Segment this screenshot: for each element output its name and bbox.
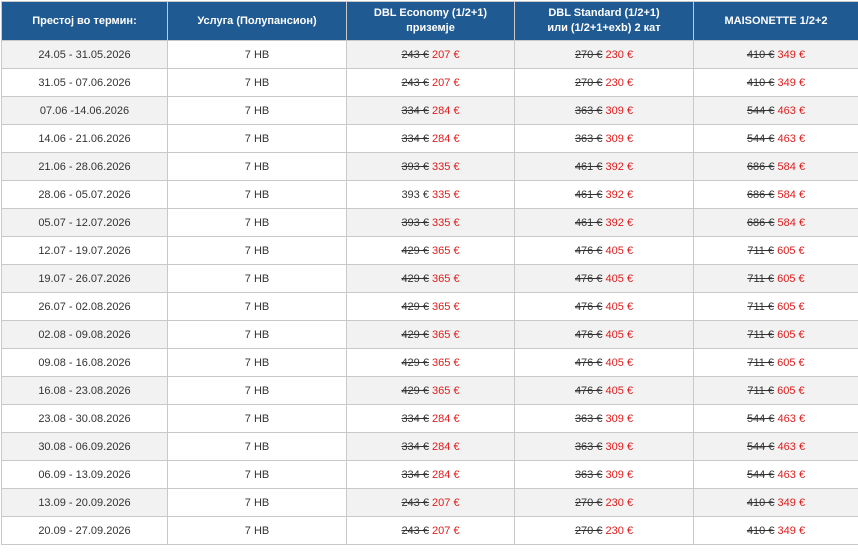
header-dbl-standard: [515, 2, 694, 41]
discount-price: 463 €: [778, 105, 806, 117]
maisonette-price-cell: [694, 125, 858, 153]
header-label: приземје: [406, 22, 455, 34]
table-row: [2, 97, 858, 125]
economy-price-cell: [347, 181, 515, 209]
old-price: 544 €: [747, 441, 775, 453]
discount-price: 392 €: [606, 217, 634, 229]
old-price: 686 €: [747, 161, 775, 173]
maisonette-price-cell: [694, 97, 858, 125]
old-price: 686 €: [747, 189, 775, 201]
service-cell: 7 НВ: [168, 489, 347, 517]
old-price: 461 €: [575, 217, 603, 229]
standard-price-cell: [515, 293, 694, 321]
discount-price: 335 €: [432, 161, 460, 173]
table-row: [2, 41, 858, 69]
standard-price-cell: [515, 125, 694, 153]
economy-price-cell: [347, 433, 515, 461]
discount-price: 605 €: [777, 301, 805, 313]
discount-price: 207 €: [432, 49, 460, 61]
service-cell: 7 НВ: [168, 293, 347, 321]
old-price: 393 €: [401, 217, 429, 229]
period-cell: 28.06 - 05.07.2026: [2, 181, 168, 209]
discount-price: 284 €: [432, 441, 460, 453]
service-cell: 7 НВ: [168, 125, 347, 153]
discount-price: 230 €: [606, 77, 634, 89]
service-cell: 7 НВ: [168, 265, 347, 293]
service-cell: 7 НВ: [168, 41, 347, 69]
discount-price: 405 €: [606, 357, 634, 369]
old-price: 476 €: [575, 385, 603, 397]
standard-price-cell: [515, 237, 694, 265]
discount-price: 207 €: [432, 77, 460, 89]
maisonette-price-cell: [694, 489, 858, 517]
maisonette-price-cell: [694, 69, 858, 97]
service-cell: 7 НВ: [168, 181, 347, 209]
old-price: 363 €: [575, 441, 603, 453]
discount-price: 365 €: [432, 245, 460, 257]
standard-price-cell: [515, 461, 694, 489]
discount-price: 230 €: [606, 525, 634, 537]
standard-price-cell: [515, 153, 694, 181]
standard-price-cell: [515, 349, 694, 377]
header-dbl-economy: [347, 2, 515, 41]
old-price: 363 €: [575, 133, 603, 145]
old-price: 334 €: [401, 133, 429, 145]
old-price: 270 €: [575, 49, 603, 61]
discount-price: 207 €: [432, 525, 460, 537]
standard-price-cell: [515, 209, 694, 237]
service-cell: 7 НВ: [168, 377, 347, 405]
discount-price: 405 €: [606, 245, 634, 257]
period-cell: 19.07 - 26.07.2026: [2, 265, 168, 293]
old-price: 711 €: [747, 329, 774, 341]
old-price: 393 €: [401, 189, 429, 201]
economy-price-cell: [347, 349, 515, 377]
standard-price-cell: [515, 405, 694, 433]
old-price: 686 €: [747, 217, 775, 229]
header-label: Услуга (Полупансион): [197, 15, 316, 27]
maisonette-price-cell: [694, 405, 858, 433]
discount-price: 365 €: [432, 329, 460, 341]
discount-price: 349 €: [778, 77, 806, 89]
maisonette-price-cell: [694, 321, 858, 349]
discount-price: 309 €: [606, 469, 634, 481]
discount-price: 584 €: [778, 217, 806, 229]
period-cell: 24.05 - 31.05.2026: [2, 41, 168, 69]
header-maisonette: [694, 2, 858, 41]
period-cell: 09.08 - 16.08.2026: [2, 349, 168, 377]
header-label: или (1/2+1+exb) 2 кат: [547, 22, 660, 34]
standard-price-cell: [515, 489, 694, 517]
old-price: 544 €: [747, 105, 775, 117]
discount-price: 605 €: [777, 273, 805, 285]
maisonette-price-cell: [694, 377, 858, 405]
discount-price: 309 €: [606, 105, 634, 117]
discount-price: 335 €: [432, 189, 460, 201]
maisonette-price-cell: [694, 237, 858, 265]
maisonette-price-cell: [694, 265, 858, 293]
discount-price: 405 €: [606, 385, 634, 397]
service-cell: 7 НВ: [168, 209, 347, 237]
maisonette-price-cell: [694, 181, 858, 209]
discount-price: 284 €: [432, 413, 460, 425]
discount-price: 284 €: [432, 133, 460, 145]
discount-price: 463 €: [778, 413, 806, 425]
table-row: [2, 237, 858, 265]
header-label: DBL Standard (1/2+1): [548, 7, 659, 19]
economy-price-cell: [347, 41, 515, 69]
old-price: 711 €: [747, 273, 774, 285]
old-price: 476 €: [575, 301, 603, 313]
table-row: [2, 489, 858, 517]
economy-price-cell: [347, 97, 515, 125]
old-price: 544 €: [747, 133, 775, 145]
period-cell: 14.06 - 21.06.2026: [2, 125, 168, 153]
service-cell: 7 НВ: [168, 237, 347, 265]
table-row: [2, 461, 858, 489]
old-price: 461 €: [575, 189, 603, 201]
period-cell: 20.09 - 27.09.2026: [2, 517, 168, 545]
table-row: [2, 321, 858, 349]
economy-price-cell: [347, 69, 515, 97]
economy-price-cell: [347, 125, 515, 153]
maisonette-price-cell: [694, 461, 858, 489]
old-price: 476 €: [575, 273, 603, 285]
discount-price: 309 €: [606, 133, 634, 145]
header-label: DBL Economy (1/2+1): [374, 7, 487, 19]
economy-price-cell: [347, 293, 515, 321]
discount-price: 463 €: [778, 441, 806, 453]
old-price: 334 €: [401, 105, 429, 117]
old-price: 476 €: [575, 245, 603, 257]
standard-price-cell: [515, 41, 694, 69]
old-price: 429 €: [401, 357, 429, 369]
standard-price-cell: [515, 265, 694, 293]
service-cell: 7 НВ: [168, 321, 347, 349]
old-price: 334 €: [401, 469, 429, 481]
economy-price-cell: [347, 237, 515, 265]
discount-price: 207 €: [432, 497, 460, 509]
header-label: MAISONETTE 1/2+2: [724, 15, 827, 27]
period-cell: 21.06 - 28.06.2026: [2, 153, 168, 181]
service-cell: 7 НВ: [168, 153, 347, 181]
table-row: [2, 69, 858, 97]
header-row: [2, 2, 858, 41]
period-cell: 13.09 - 20.09.2026: [2, 489, 168, 517]
old-price: 393 €: [401, 161, 429, 173]
table-body: [2, 41, 858, 545]
maisonette-price-cell: [694, 349, 858, 377]
period-cell: 06.09 - 13.09.2026: [2, 461, 168, 489]
table-row: [2, 265, 858, 293]
table-row: [2, 153, 858, 181]
discount-price: 284 €: [432, 105, 460, 117]
discount-price: 605 €: [777, 357, 805, 369]
old-price: 429 €: [401, 245, 429, 257]
old-price: 334 €: [401, 441, 429, 453]
old-price: 429 €: [401, 301, 429, 313]
table-row: [2, 293, 858, 321]
service-cell: 7 НВ: [168, 517, 347, 545]
price-table: [1, 1, 858, 545]
discount-price: 405 €: [606, 301, 634, 313]
discount-price: 365 €: [432, 301, 460, 313]
old-price: 476 €: [575, 329, 603, 341]
discount-price: 365 €: [432, 273, 460, 285]
discount-price: 605 €: [777, 385, 805, 397]
standard-price-cell: [515, 181, 694, 209]
period-cell: 31.05 - 07.06.2026: [2, 69, 168, 97]
discount-price: 309 €: [606, 441, 634, 453]
old-price: 243 €: [401, 49, 429, 61]
period-cell: 12.07 - 19.07.2026: [2, 237, 168, 265]
discount-price: 309 €: [606, 413, 634, 425]
discount-price: 349 €: [778, 497, 806, 509]
period-cell: 26.07 - 02.08.2026: [2, 293, 168, 321]
standard-price-cell: [515, 433, 694, 461]
maisonette-price-cell: [694, 209, 858, 237]
header-service: [168, 2, 347, 41]
discount-price: 463 €: [778, 133, 806, 145]
old-price: 363 €: [575, 469, 603, 481]
old-price: 270 €: [575, 525, 603, 537]
table-row: [2, 377, 858, 405]
economy-price-cell: [347, 321, 515, 349]
discount-price: 349 €: [778, 49, 806, 61]
economy-price-cell: [347, 377, 515, 405]
service-cell: 7 НВ: [168, 461, 347, 489]
table-row: [2, 181, 858, 209]
maisonette-price-cell: [694, 293, 858, 321]
service-cell: 7 НВ: [168, 405, 347, 433]
old-price: 334 €: [401, 413, 429, 425]
discount-price: 365 €: [432, 357, 460, 369]
service-cell: 7 НВ: [168, 433, 347, 461]
maisonette-price-cell: [694, 153, 858, 181]
header-label: Престој во термин:: [32, 15, 136, 27]
standard-price-cell: [515, 517, 694, 545]
discount-price: 365 €: [432, 385, 460, 397]
table-row: [2, 209, 858, 237]
standard-price-cell: [515, 97, 694, 125]
period-cell: 23.08 - 30.08.2026: [2, 405, 168, 433]
old-price: 711 €: [747, 245, 774, 257]
discount-price: 392 €: [606, 161, 634, 173]
maisonette-price-cell: [694, 41, 858, 69]
discount-price: 605 €: [777, 245, 805, 257]
old-price: 270 €: [575, 497, 603, 509]
old-price: 544 €: [747, 469, 775, 481]
header-period: [2, 2, 168, 41]
old-price: 476 €: [575, 357, 603, 369]
table-row: [2, 349, 858, 377]
service-cell: 7 НВ: [168, 349, 347, 377]
economy-price-cell: [347, 153, 515, 181]
standard-price-cell: [515, 69, 694, 97]
economy-price-cell: [347, 461, 515, 489]
discount-price: 230 €: [606, 49, 634, 61]
old-price: 429 €: [401, 329, 429, 341]
standard-price-cell: [515, 321, 694, 349]
old-price: 461 €: [575, 161, 603, 173]
economy-price-cell: [347, 209, 515, 237]
service-cell: 7 НВ: [168, 97, 347, 125]
discount-price: 335 €: [432, 217, 460, 229]
old-price: 363 €: [575, 413, 603, 425]
discount-price: 349 €: [778, 525, 806, 537]
old-price: 363 €: [575, 105, 603, 117]
period-cell: 30.08 - 06.09.2026: [2, 433, 168, 461]
table-row: [2, 405, 858, 433]
old-price: 410 €: [747, 525, 775, 537]
discount-price: 584 €: [778, 161, 806, 173]
economy-price-cell: [347, 517, 515, 545]
table-row: [2, 125, 858, 153]
discount-price: 584 €: [778, 189, 806, 201]
old-price: 410 €: [747, 49, 775, 61]
old-price: 711 €: [747, 357, 774, 369]
discount-price: 463 €: [778, 469, 806, 481]
old-price: 410 €: [747, 77, 775, 89]
discount-price: 392 €: [606, 189, 634, 201]
period-cell: 16.08 - 23.08.2026: [2, 377, 168, 405]
old-price: 429 €: [401, 385, 429, 397]
old-price: 243 €: [401, 525, 429, 537]
table-row: [2, 517, 858, 545]
maisonette-price-cell: [694, 517, 858, 545]
old-price: 410 €: [747, 497, 775, 509]
old-price: 711 €: [747, 385, 774, 397]
old-price: 711 €: [747, 301, 774, 313]
period-cell: 07.06 -14.06.2026: [2, 97, 168, 125]
economy-price-cell: [347, 489, 515, 517]
old-price: 243 €: [401, 77, 429, 89]
discount-price: 405 €: [606, 273, 634, 285]
discount-price: 405 €: [606, 329, 634, 341]
economy-price-cell: [347, 405, 515, 433]
period-cell: 05.07 - 12.07.2026: [2, 209, 168, 237]
discount-price: 230 €: [606, 497, 634, 509]
discount-price: 284 €: [432, 469, 460, 481]
old-price: 544 €: [747, 413, 775, 425]
maisonette-price-cell: [694, 433, 858, 461]
discount-price: 605 €: [777, 329, 805, 341]
table-row: [2, 433, 858, 461]
old-price: 243 €: [401, 497, 429, 509]
old-price: 429 €: [401, 273, 429, 285]
economy-price-cell: [347, 265, 515, 293]
service-cell: 7 НВ: [168, 69, 347, 97]
standard-price-cell: [515, 377, 694, 405]
old-price: 270 €: [575, 77, 603, 89]
period-cell: 02.08 - 09.08.2026: [2, 321, 168, 349]
